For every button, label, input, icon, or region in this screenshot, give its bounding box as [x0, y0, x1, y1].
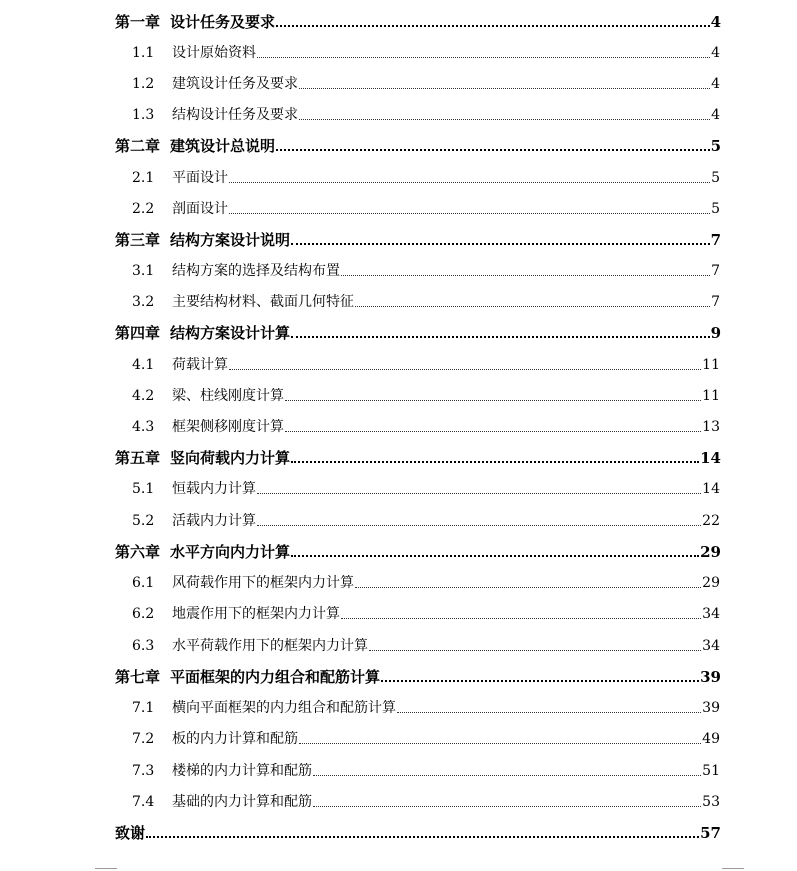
- chapter-title: 设计任务及要求: [170, 13, 276, 31]
- page-number: 11: [702, 388, 720, 404]
- dot-leader: [381, 670, 699, 682]
- chapter-number: 第六章: [115, 543, 161, 561]
- dot-leader: [355, 577, 701, 588]
- section-number: 2.2: [132, 201, 155, 217]
- toc-section-4-1[interactable]: [132, 352, 720, 374]
- section-number: 3.2: [132, 294, 155, 310]
- toc-section-6-2[interactable]: [132, 601, 720, 623]
- section-number: 7.2: [132, 731, 155, 747]
- chapter-title: 建筑设计总说明: [170, 137, 276, 155]
- dot-leader: [397, 702, 701, 713]
- toc-section-2-2[interactable]: [132, 196, 720, 218]
- section-title: 风荷载作用下的框架内力计算: [172, 575, 354, 591]
- dot-leader: [341, 608, 701, 619]
- toc-section-7-3[interactable]: [132, 758, 720, 780]
- section-title: 剖面设计: [172, 201, 228, 217]
- page-number: 14: [702, 481, 720, 497]
- dot-leader: [291, 545, 699, 557]
- page-number: 7: [711, 294, 720, 310]
- toc-section-7-1[interactable]: [132, 695, 720, 717]
- dot-leader: [291, 233, 710, 245]
- page-number: 39: [700, 668, 721, 686]
- page-number: 4: [711, 45, 720, 61]
- section-title: 横向平面框架的内力组合和配筋计算: [172, 700, 396, 716]
- dot-leader: [257, 483, 701, 494]
- section-number: 7.4: [132, 794, 155, 810]
- section-number: 1.3: [132, 107, 155, 123]
- section-title: 板的内力计算和配筋: [172, 731, 298, 747]
- dot-leader: [276, 139, 710, 151]
- section-number: 4.3: [132, 419, 155, 435]
- dot-leader: [313, 796, 701, 807]
- page-number: 34: [702, 606, 720, 622]
- page-number: 4: [711, 76, 720, 92]
- page-corner-mark-right: [722, 868, 744, 869]
- section-title: 设计原始资料: [172, 45, 256, 61]
- section-title: 结构方案的选择及结构布置: [172, 263, 340, 279]
- toc-section-5-1[interactable]: [132, 476, 720, 498]
- section-number: 6.1: [132, 575, 155, 591]
- dot-leader: [299, 78, 710, 89]
- dot-leader: [291, 326, 710, 338]
- section-title: 框架侧移刚度计算: [172, 419, 284, 435]
- section-number: 3.1: [132, 263, 155, 279]
- section-number: 6.2: [132, 606, 155, 622]
- section-number: 5.2: [132, 513, 155, 529]
- chapter-number: 第五章: [115, 449, 161, 467]
- page-number: 22: [702, 513, 720, 529]
- dot-leader: [285, 421, 701, 432]
- section-number: 5.1: [132, 481, 155, 497]
- toc-section-3-1[interactable]: [132, 258, 720, 280]
- toc-section-1-3[interactable]: [132, 102, 720, 124]
- page-number: 29: [702, 575, 720, 591]
- toc-section-2-1[interactable]: [132, 165, 720, 187]
- page-number: 4: [711, 107, 720, 123]
- dot-leader: [229, 359, 701, 370]
- toc-section-1-1[interactable]: [132, 40, 720, 62]
- toc-chapter-6[interactable]: [115, 539, 721, 561]
- chapter-number: 第七章: [115, 668, 161, 686]
- page-number: 29: [700, 543, 721, 561]
- section-title: 主要结构材料、截面几何特征: [172, 294, 354, 310]
- page-number: 14: [700, 449, 721, 467]
- toc-chapter-3[interactable]: [115, 227, 721, 249]
- chapter-title: 竖向荷载内力计算: [170, 449, 291, 467]
- dot-leader: [285, 390, 701, 401]
- dot-leader: [257, 47, 710, 58]
- section-number: 7.1: [132, 700, 155, 716]
- section-title: 水平荷载作用下的框架内力计算: [172, 638, 368, 654]
- section-title: 结构设计任务及要求: [172, 107, 298, 123]
- page-number: 5: [710, 137, 721, 155]
- section-title: 恒载内力计算: [172, 481, 256, 497]
- chapter-title: 致谢: [115, 824, 146, 842]
- chapter-number: 第一章: [115, 13, 161, 31]
- toc-section-4-3[interactable]: [132, 414, 720, 436]
- page-number: 39: [702, 700, 720, 716]
- dot-leader: [276, 15, 710, 27]
- section-title: 基础的内力计算和配筋: [172, 794, 312, 810]
- toc-section-6-3[interactable]: [132, 633, 720, 655]
- page-number: 7: [711, 263, 720, 279]
- dot-leader: [369, 640, 701, 651]
- chapter-title: 平面框架的内力组合和配筋计算: [170, 668, 381, 686]
- toc-chapter-5[interactable]: [115, 445, 721, 467]
- page-number: 53: [702, 794, 720, 810]
- chapter-number: 第四章: [115, 324, 161, 342]
- page-number: 34: [702, 638, 720, 654]
- toc-section-1-2[interactable]: [132, 71, 720, 93]
- dot-leader: [146, 826, 699, 838]
- page-number: 13: [702, 419, 720, 435]
- toc-section-7-2[interactable]: [132, 726, 720, 748]
- section-number: 4.1: [132, 357, 155, 373]
- dot-leader: [299, 109, 710, 120]
- chapter-title: 结构方案设计计算: [170, 324, 291, 342]
- section-number: 6.3: [132, 638, 155, 654]
- toc-chapter-2[interactable]: [115, 133, 721, 155]
- toc-section-3-2[interactable]: [132, 289, 720, 311]
- dot-leader: [229, 172, 710, 183]
- toc-chapter-4[interactable]: [115, 320, 721, 342]
- section-number: 4.2: [132, 388, 155, 404]
- section-number: 2.1: [132, 170, 155, 186]
- page-number: 7: [710, 231, 721, 249]
- dot-leader: [355, 296, 710, 307]
- toc-section-6-1[interactable]: [132, 570, 720, 592]
- dot-leader: [257, 515, 701, 526]
- toc-chapter-7[interactable]: [115, 664, 721, 686]
- chapter-title: 水平方向内力计算: [170, 543, 291, 561]
- section-title: 平面设计: [172, 170, 228, 186]
- page-number: 57: [700, 824, 721, 842]
- page-number: 9: [710, 324, 721, 342]
- section-title: 活载内力计算: [172, 513, 256, 529]
- chapter-number: 第二章: [115, 137, 161, 155]
- section-title: 梁、柱线刚度计算: [172, 388, 284, 404]
- page-number: 11: [702, 357, 720, 373]
- chapter-title: 结构方案设计说明: [170, 231, 291, 249]
- toc-section-4-2[interactable]: [132, 383, 720, 405]
- dot-leader: [291, 451, 699, 463]
- toc-chapter-1[interactable]: [115, 9, 721, 31]
- toc-section-5-2[interactable]: [132, 508, 720, 530]
- page-number: 49: [702, 731, 720, 747]
- toc-acknowledgements[interactable]: [115, 820, 721, 842]
- section-number: 7.3: [132, 763, 155, 779]
- page-number: 5: [711, 170, 720, 186]
- page-corner-mark-left: [95, 868, 117, 869]
- dot-leader: [229, 203, 710, 214]
- section-number: 1.1: [132, 45, 155, 61]
- toc-section-7-4[interactable]: [132, 789, 720, 811]
- dot-leader: [313, 765, 701, 776]
- page-number: 51: [702, 763, 720, 779]
- section-title: 楼梯的内力计算和配筋: [172, 763, 312, 779]
- dot-leader: [341, 265, 710, 276]
- section-title: 地震作用下的框架内力计算: [172, 606, 340, 622]
- page-number: 5: [711, 201, 720, 217]
- section-title: 建筑设计任务及要求: [172, 76, 298, 92]
- section-number: 1.2: [132, 76, 155, 92]
- dot-leader: [299, 733, 701, 744]
- section-title: 荷载计算: [172, 357, 228, 373]
- page-number: 4: [710, 13, 721, 31]
- chapter-number: 第三章: [115, 231, 161, 249]
